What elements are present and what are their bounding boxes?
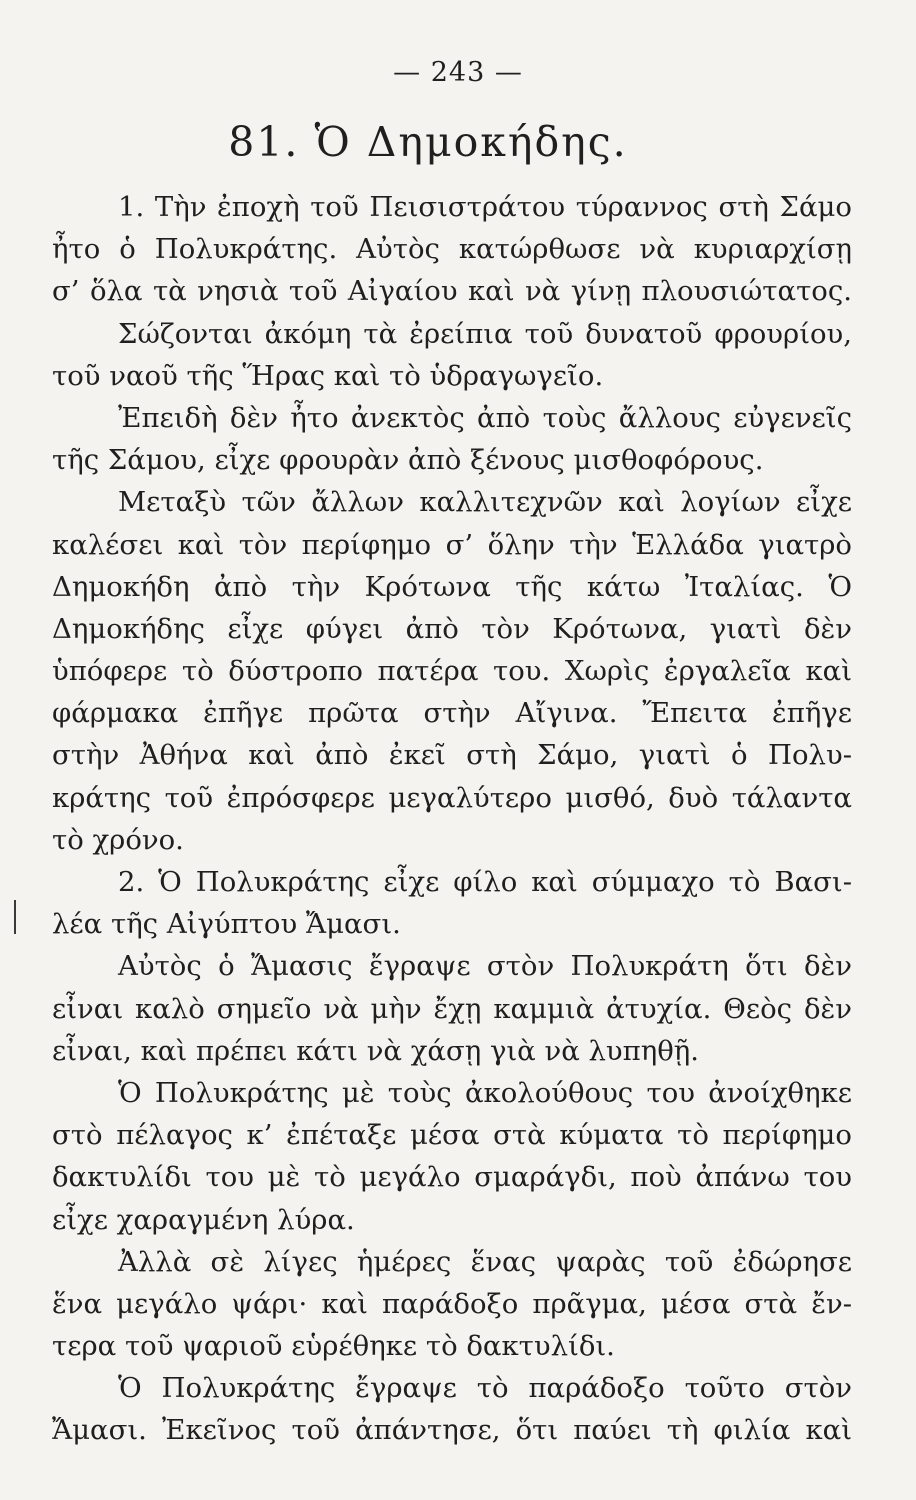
text-line: Σώζονται ἀκόμη τὰ ἐρείπια τοῦ δυνατοῦ φρουρίου,	[118, 317, 852, 350]
page-number: — 243 —	[393, 57, 523, 88]
text-line: Δημοκήδη ἀπὸ τὴν Κρότωνα τῆς κάτω Ἰταλίας. Ὁ	[52, 570, 852, 603]
text-line: Ἀλλὰ σὲ λίγες ἡμέρες ἕνας ψαρὰς τοῦ ἐδώρησε	[118, 1245, 852, 1278]
text-line: καλέσει καὶ τὸν περίφημο σ’ ὅλην τὴν Ἑλλάδα γιατρὸ	[52, 528, 852, 561]
text-line: Ὁ Πολυκράτης μὲ τοὺς ἀκολούθους του ἀνοίχθηκε	[118, 1076, 852, 1109]
body-text	[52, 186, 852, 1452]
chapter-title: 81. Ὁ Δημοκήδης.	[228, 118, 628, 166]
text-line: 2. Ὁ Πολυκράτης εἶχε φίλο καὶ σύμμαχο τὸ Βασι-	[118, 866, 852, 898]
text-line: φάρμακα ἐπῆγε πρῶτα στὴν Αἴγινα. Ἔπειτα ἐπῆγε	[52, 697, 852, 730]
text-line: Δημοκήδης εἶχε φύγει ἀπὸ τὸν Κρότωνα, γιατὶ δὲν	[52, 612, 852, 645]
text-line: τῆς Σάμου, εἶχε φρουρὰν ἀπὸ ξένους μισθοφόρους.	[52, 444, 764, 477]
text-line: λέα τῆς Αἰγύπτου Ἄμασι.	[52, 908, 401, 941]
text-line: ἕνα μεγάλο ψάρι· καὶ παράδοξο πρᾶγμα, μέσα στὰ ἔν-	[52, 1287, 852, 1320]
text-line: σ’ ὅλα τὰ νησιὰ τοῦ Αἰγαίου καὶ νὰ γίνῃ πλουσιώτατος.	[52, 275, 852, 308]
text-line: Ἄμασι. Ἐκεῖνος τοῦ ἀπάντησε, ὅτι παύει τὴ φιλία καὶ	[52, 1414, 852, 1447]
margin-mark	[14, 900, 16, 934]
text-line: Ὁ Πολυκράτης ἔγραψε τὸ παράδοξο τοῦτο στὸν	[118, 1372, 852, 1405]
text-line: εἶχε χαραγμένη λύρα.	[52, 1203, 355, 1236]
text-line: κράτης τοῦ ἐπρόσφερε μεγαλύτερο μισθό, δυὸ τάλαντα	[52, 781, 852, 814]
text-line: εἶναι καλὸ σημεῖο νὰ μὴν ἔχῃ καμμιὰ ἀτυχία. Θεὸς δὲν	[52, 992, 852, 1025]
text-line: τερα τοῦ ψαριοῦ εὑρέθηκε τὸ δακτυλίδι.	[52, 1330, 615, 1363]
text-line: στὴν Ἀθήνα καὶ ἀπὸ ἐκεῖ στὴ Σάμο, γιατὶ ὁ Πολυ-	[52, 739, 852, 772]
text-line: ὑπόφερε τὸ δύστροπο πατέρα του. Χωρὶς ἐργαλεῖα καὶ	[52, 655, 852, 688]
text-line: Μεταξὺ τῶν ἄλλων καλλιτεχνῶν καὶ λογίων εἶχε	[118, 486, 852, 519]
text-line: στὸ πέλαγος κ’ ἐπέταξε μέσα στὰ κύματα τὸ περίφημο	[52, 1119, 852, 1152]
text-line: 1. Τὴν ἐποχὴ τοῦ Πεισιστράτου τύραννος στὴ Σάμο	[118, 191, 852, 223]
text-line: Ἐπειδὴ δὲν ἦτο ἀνεκτὸς ἀπὸ τοὺς ἄλλους εὐγενεῖς	[118, 401, 852, 434]
text-line: ἦτο ὁ Πολυκράτης. Αὐτὸς κατώρθωσε νὰ κυριαρχίσῃ	[52, 233, 852, 266]
text-line: τὸ χρόνο.	[52, 823, 184, 856]
text-line: εἶναι, καὶ πρέπει κάτι νὰ χάσῃ γιὰ νὰ λυπηθῇ.	[52, 1034, 699, 1067]
text-line: δακτυλίδι του μὲ τὸ μεγάλο σμαράγδι, ποὺ ἀπάνω του	[52, 1161, 852, 1194]
text-line: Αὐτὸς ὁ Ἄμασις ἔγραψε στὸν Πολυκράτη ὅτι δὲν	[118, 950, 852, 983]
text-line: τοῦ ναοῦ τῆς Ἥρας καὶ τὸ ὑδραγωγεῖο.	[52, 359, 604, 392]
